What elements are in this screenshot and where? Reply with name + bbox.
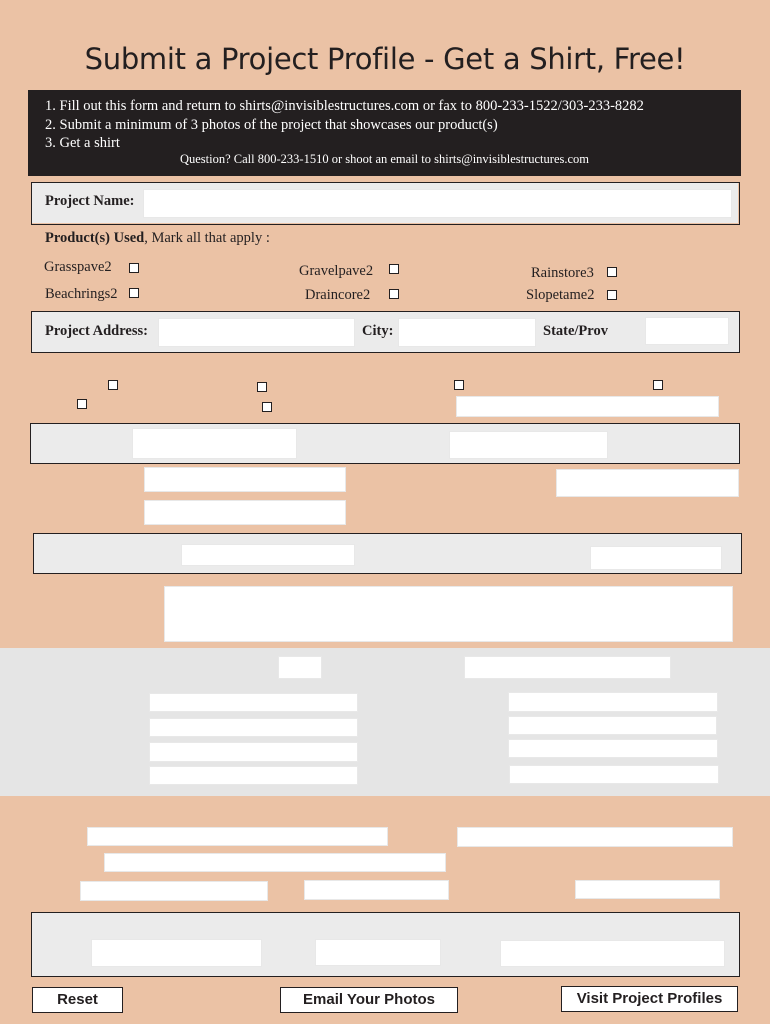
address-panel [31,311,740,353]
instruction-step-3: 3. Get a shirt [45,135,120,151]
gray-field-right-4[interactable] [509,765,719,784]
instruction-step-2: 2. Submit a minimum of 3 photos of the project that showcases our product(s) [45,117,498,133]
checkbox-rainstore3[interactable] [607,267,617,277]
state-prov-field[interactable] [645,317,729,345]
lower-field-3[interactable] [104,853,446,872]
products-heading-rest: , Mark all that apply : [144,230,270,246]
checkbox-beachrings2[interactable] [129,288,139,298]
other-field[interactable] [456,396,719,417]
form-panel-3 [33,533,742,574]
checkbox-option-3[interactable] [454,380,464,390]
panel-3-field-left[interactable] [181,544,355,566]
project-address-field[interactable] [158,318,355,347]
lower-field-2[interactable] [457,827,733,847]
checkbox-option-2[interactable] [257,382,267,392]
city-label: City: [362,323,394,339]
lower-field-1[interactable] [87,827,388,846]
project-name-label: Project Name: [45,193,135,209]
gray-field-small[interactable] [278,656,322,679]
panel-2-field-left[interactable] [132,428,297,459]
gray-field-top-right[interactable] [464,656,671,679]
visit-project-profiles-button[interactable]: Visit Project Profiles [561,986,738,1012]
checkbox-draincore2[interactable] [389,289,399,299]
lower-field-5[interactable] [304,880,449,900]
state-prov-label: State/Prov [543,323,608,339]
instruction-step-1: 1. Fill out this form and return to shirts@invisiblestructures.com or fax to 800-233-1522/303-233-8282 [45,98,644,114]
checkbox-option-5[interactable] [77,399,87,409]
product-label-grasspave2: Grasspave2 [44,259,112,275]
project-address-label: Project Address: [45,323,148,339]
product-label-gravelpave2: Gravelpave2 [299,263,374,279]
bottom-field-middle[interactable] [315,939,441,966]
lower-field-6[interactable] [575,880,720,899]
field-row-a-right[interactable] [556,469,739,497]
email-photos-button[interactable]: Email Your Photos [280,987,458,1013]
reset-button[interactable]: Reset [32,987,123,1013]
panel-2-field-right[interactable] [449,431,608,459]
gray-field-right-2[interactable] [508,716,717,735]
bottom-field-left[interactable] [91,939,262,967]
project-section [31,182,740,225]
project-name-field[interactable] [143,189,732,218]
product-label-beachrings2: Beachrings2 [45,286,118,302]
field-row-a-left[interactable] [144,467,346,492]
bottom-field-right[interactable] [500,940,725,967]
gray-field-right-1[interactable] [508,692,718,712]
product-label-rainstore3: Rainstore3 [531,265,594,281]
gray-field-left-2[interactable] [149,718,358,737]
field-row-b[interactable] [144,500,346,525]
panel-3-field-right[interactable] [590,546,722,570]
checkbox-option-1[interactable] [108,380,118,390]
product-label-draincore2: Draincore2 [305,287,371,303]
gray-field-left-1[interactable] [149,693,358,712]
products-heading [45,230,270,247]
checkbox-option-4[interactable] [653,380,663,390]
bottom-panel [31,912,740,977]
checkbox-grasspave2[interactable] [129,263,139,273]
gray-field-left-3[interactable] [149,742,358,762]
product-label-slopetame2: Slopetame2 [526,287,595,303]
description-textarea[interactable] [164,586,733,642]
instructions-band [28,90,741,176]
checkbox-slopetame2[interactable] [607,290,617,300]
gray-field-left-4[interactable] [149,766,358,785]
form-panel-2 [30,423,740,464]
gray-field-right-3[interactable] [508,739,718,758]
contact-note: Question? Call 800-233-1510 or shoot an email to shirts@invisiblestructures.com [179,152,590,166]
city-field[interactable] [398,318,536,347]
page-title: Submit a Project Profile - Get a Shirt, Free! [84,42,686,76]
lower-field-4[interactable] [80,881,268,901]
checkbox-option-6[interactable] [262,402,272,412]
checkbox-gravelpave2[interactable] [389,264,399,274]
products-heading-bold: Product(s) Used [45,230,145,246]
